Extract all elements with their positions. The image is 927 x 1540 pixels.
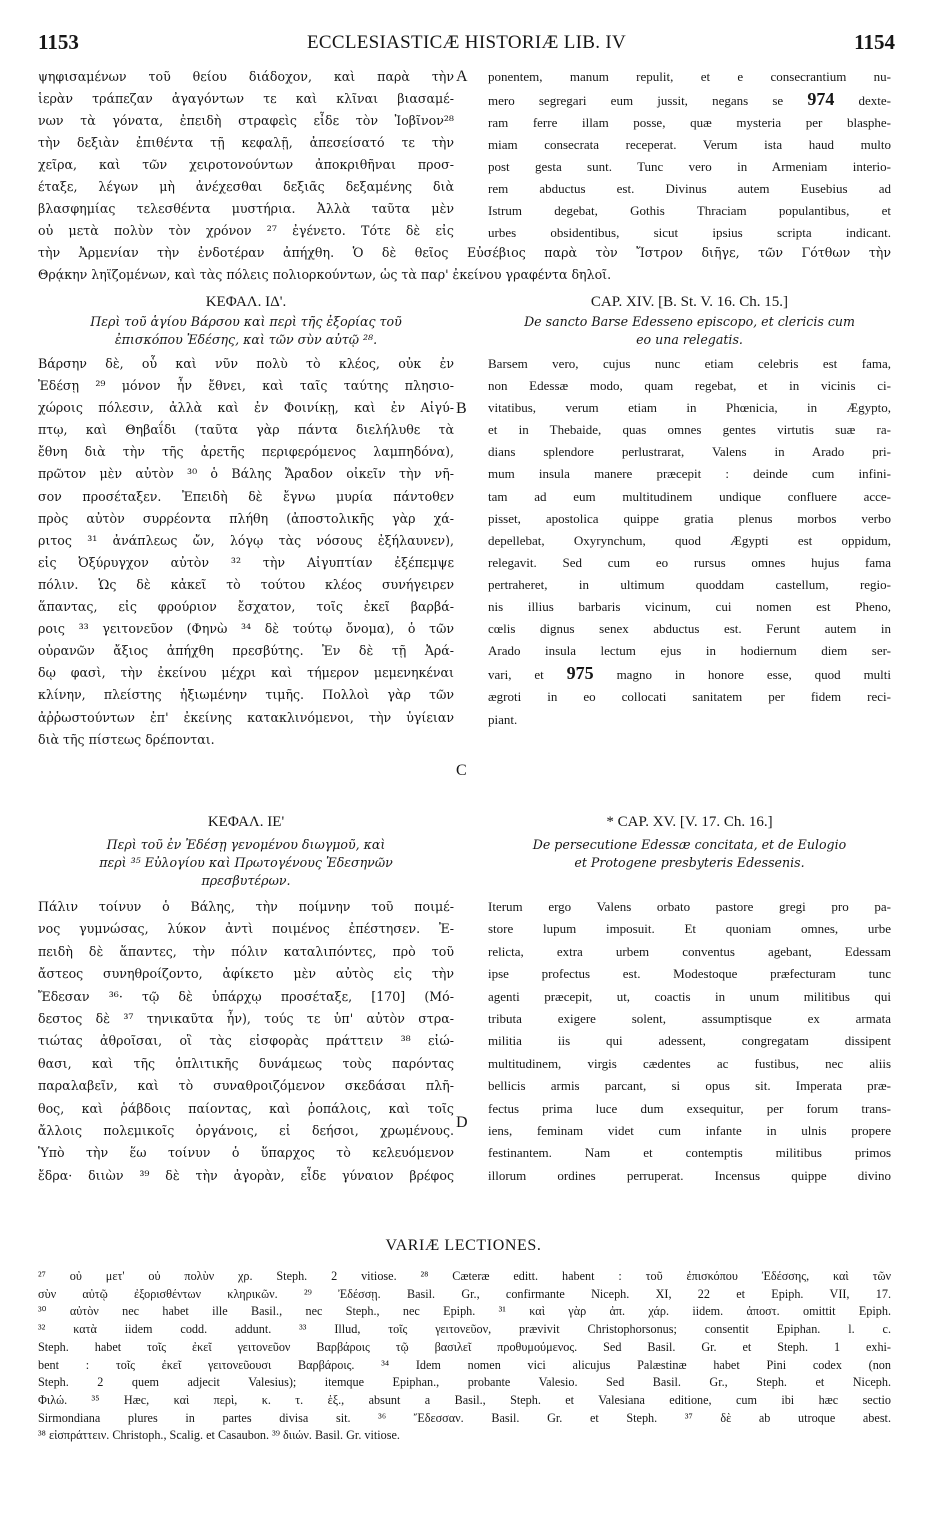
greek-line: δῳ φασὶ, τὴν ἐκείνου μέχρι καὶ τήμερον μεμενηκέναι: [38, 665, 454, 681]
full-width-greek: [38, 242, 891, 286]
latin-line: militia iis qui adessent, congregatam dissipent: [488, 1033, 891, 1049]
greek-line: παραλαβεῖν, καὶ τὸ συναθροιζόμενον σκεδάσαι πλῆ-: [38, 1078, 454, 1094]
greek-line: πρῶτον μὲν αὐτὸν ³⁰ ὁ Βάλης Ἄραδον οἰκεῖν τὴν νῆ-: [38, 466, 454, 482]
latin-line: iens, feminam videt cum infante in ulnis propere: [488, 1123, 891, 1139]
latin-line: piant.: [488, 711, 518, 727]
greek-line: σον προσέταξεν. Ἐπειδὴ δὲ ἔγνω μυρία πάντοθεν: [38, 488, 454, 504]
latin-chapter-15-heading: * CAP. XV. [V. 17. Ch. 16.]: [606, 814, 773, 830]
latin-line: [488, 662, 891, 686]
latin-line: illorum ordines perruperat. Incensus quippe divino: [488, 1167, 891, 1183]
latin-line: miam consecrata receperat. Verum ista haud multo: [488, 137, 891, 152]
greek-line: Θρᾴκην ληϊζομένων, καὶ τὰς πόλεις πολιορκούντων, ὡς τὰ παρ' ἐκείνου γραφέντα δηλοῖ.: [38, 267, 612, 282]
margin-letter-b: B: [456, 400, 467, 417]
greek-line: οὐρανῶν ἄξιος ἀπήχθη πρεσβύτης. Ἐν δὲ τῇ Ἀρά-: [38, 643, 454, 659]
greek-line: πόλιν. Ὡς δὲ κἀκεῖ τὸ τούτου κλέος συνήγειρεν: [38, 576, 454, 592]
column-number-974: 974: [807, 89, 835, 109]
greek-chapter-15-heading: ΚΕΦΑΛ. ΙΕ': [207, 814, 285, 830]
latin-line: mum insula manere præcepit : deinde cum infini-: [488, 466, 891, 482]
latin-line: ægroti in eo collocati sanitatem per fidem reci-: [488, 689, 891, 705]
greek-line: ροις ³³ γειτονεῦον (Φηνὼ ³⁴ δὲ τούτῳ ὄνομα), ὁ τῶν: [38, 621, 454, 637]
footnote-line: bent : τοῖς ἐκεῖ γειτονεῦουσι Βαρβάροις. ³⁴ Idem nomen vici alicujus Palæstinæ habet Pini codex (non: [38, 1357, 891, 1372]
greek-line: εἰς Ὀξύρυγχον αὐτὸν ³² τὴν Αἰγυπτίαν ἐξέπεμψε: [38, 554, 454, 570]
footnote-line: ³² κατὰ iidem codd. addunt. ³³ Illud, τοῖς γειτονεῦον, prævivit Christophorsonus; consentit Epiphan. l. c.: [38, 1322, 891, 1337]
latin-line: relegavit. Sed cum eo rursus omnes hujus fama: [488, 554, 891, 570]
subtitle-line: πρεσβυτέρων.: [201, 873, 291, 888]
greek-line: ψηφισαμένων τοῦ θείου διάδοχον, καὶ παρὰ τὴν: [38, 69, 454, 84]
latin-line: pertraheret, in ultimum quoddam castellum, regio-: [488, 576, 891, 592]
greek-chapter-14-subtitle: [38, 313, 454, 349]
latin-column-ch14: [488, 353, 891, 731]
latin-line: store lupum imposuit. Et quoniam omnes, urbe: [488, 921, 891, 937]
footnote-line: Sirmondiana plures in partes divisa sit. ³⁶ Ἔδεσσαν. Basil. Gr. et Steph. ³⁷ δὲ ab utroque abest.: [38, 1410, 891, 1425]
running-header: [38, 30, 895, 56]
greek-line: χεῖρα, καὶ τῶν χειροτονούντων ἀποκριθῆναι προσ-: [38, 157, 454, 172]
greek-column-ch15: [38, 896, 454, 1187]
subtitle-line: Περὶ τοῦ ἐν Ἐδέσῃ γενομένου διωγμοῦ, καὶ: [106, 837, 386, 852]
latin-line: dians splendore perlustrarat, Valens in Arado pri-: [488, 444, 891, 460]
greek-line: ἀῤῥωστούντων ἐπ' ἐκείνης κατακλινόμενοι, τὴν ὑγίειαν: [38, 709, 454, 725]
latin-column-ch15: [488, 896, 891, 1187]
greek-line: έταξε, λέγων μὴ ἀνέχεσθαι δεξιᾶς δεξαμένης διὰ: [38, 179, 454, 194]
latin-line: bellicis armis parcant, si opus sit. Imperata præ-: [488, 1078, 891, 1094]
greek-line: οὐ μετὰ πολὺν τὸν χρόνον ²⁷ ἐγένετο. Τότε δὲ εἰς: [38, 223, 454, 238]
footnote-line: Φιλώ. ³⁵ Hæc, καὶ περὶ, κ. τ. ἑξ., absunt a Basil., Steph. et Valesiana editione, cum ibi hæc sectio: [38, 1392, 891, 1407]
greek-line: ἔθνη διὰ τὴν τῆς ἀρετῆς περιφερόμενος λαμπηδόνα),: [38, 444, 454, 460]
column-number-975: 975: [566, 663, 594, 684]
footnote-line: ²⁷ οὐ μετ' οὐ πολὺν χρ. Steph. 2 vitiose. ²⁸ Cæteræ editt. habent : τοῦ ἐπισκόπου Ἐδέσσης, καὶ τῶν: [38, 1269, 891, 1283]
latin-line: urbes obsidentibus, sicut ipsius scripta indicant.: [488, 225, 891, 240]
greek-column-ch14: [38, 353, 454, 751]
latin-line: relicta, extra urbem conventus agebant, Edessam: [488, 943, 891, 959]
greek-line: ἔδρα· διιὼν ³⁹ δὲ τὴν ἀγορὰν, εἶδε γύναιον βρέφος: [38, 1167, 454, 1183]
latin-line: et in Thebaide, quas omnes gentes virtutis suæ ra-: [488, 422, 891, 438]
latin-line: Istrum degebat, Gothis Thraciam populantibus, et: [488, 203, 891, 218]
variae-lectiones-heading: VARIÆ LECTIONES.: [385, 1237, 542, 1254]
subtitle-line: Περὶ τοῦ ἁγίου Βάρσου καὶ περὶ τῆς ἐξορίας τοῦ: [90, 314, 402, 329]
greek-line: θος, καὶ ῥάβδοις παίοντας, καὶ ῥοπάλοις, καὶ τοῖς: [38, 1100, 454, 1116]
latin-line: ponentem, manum repulit, et e consecrantium nu-: [488, 69, 891, 84]
greek-line: Ὑπὸ τὴν ἕω τοίνυν ὁ ὕπαρχος τὸ κελευόμενον: [38, 1145, 454, 1161]
latin-line: tributa exigere solent, assumptisque ex armata: [488, 1011, 891, 1027]
latin-line: vitatibus, verum etiam in Phœnicia, in Ægypto,: [488, 400, 891, 416]
greek-line: θασι, καὶ τῆς ὁπλιτικῆς δυνάμεως τοὺς παρόντας: [38, 1055, 454, 1071]
latin-line: agenti præcepit, ut, coactis in unum militibus qui: [488, 988, 891, 1004]
margin-letter-a: A: [456, 68, 468, 85]
footnote-line: ³⁸ εἰσπράττειν. Christoph., Scalig. et Casaubon. ³⁹ διιών. Basil. Gr. vitiose.: [38, 1428, 400, 1443]
subtitle-line: De persecutione Edessæ concitata, et de Eulogio: [532, 837, 847, 852]
greek-line: ἄστεος συνηθροίζοντο, ἀφίκετο μὲν αὐτὸς εἰς τὴν: [38, 966, 454, 982]
footnote-line: Steph. 2 quem adjecit Valesius); itemque Epiphan., probante Valesio. Sed Basil. Gr., Steph. et Niceph.: [38, 1375, 891, 1390]
latin-line-text: dexte-: [858, 93, 891, 108]
latin-line: pisset, apostolica quippe gratia plenus morbos verbo: [488, 510, 891, 526]
latin-column-top: [488, 66, 891, 244]
greek-line: πειδὴ δὲ ἅπαντες, τὴν πόλιν καταλιπόντες, πρὸ τοῦ: [38, 943, 454, 959]
latin-chapter-15-subtitle: [488, 836, 891, 872]
greek-line: νος γυμνώσας, λύκον ἀντὶ ποιμένος ἐπέστησεν. Ἐ-: [38, 921, 454, 937]
greek-line: ἱερὰν τράπεζαν ἀγαγόντων τε καὶ κλῖναι βιασαμέ-: [38, 91, 454, 106]
subtitle-line: et Protogene presbyteris Edessenis.: [574, 855, 805, 870]
greek-line: νων τὰ γόνατα, ἐπειδὴ στραφεὶς εἶδε τὸν Ἰοβῖνον²⁸: [38, 113, 454, 128]
latin-line: multitudinem, virgis cædentes ac fustibus, nec aliis: [488, 1055, 891, 1071]
margin-letter-d: D: [456, 1114, 468, 1131]
page-number-left: 1153: [38, 30, 79, 54]
greek-line: Βάρσην δὲ, οὗ καὶ νῦν πολὺ τὸ κλέος, οὐκ ἐν: [38, 356, 454, 371]
greek-line: δεστος δὲ ³⁷ τηνικαῦτα ἦν), τούς τε ὑπ' αὐτὸν στρα-: [38, 1011, 454, 1027]
footnote-line: σὺν αὐτῷ ἐξορισθέντων κληρικῶν. ²⁹ Ἐδέσσῃ. Basil. Gr., confirmante Niceph. XI, 22 et Epiph. VII, 17.: [38, 1286, 891, 1301]
greek-line: ἄλλοις πολεμικοῖς ὀργάνοις, εἰ δεήσοι, χρωμένους.: [38, 1123, 454, 1139]
greek-line: τὴν δεξιὰν ἐπιθέντα τῇ κεφαλῇ, ἀπεσείσατό τε τὴν: [38, 135, 454, 150]
latin-line-text: vari, et: [488, 667, 544, 683]
greek-line: ἅπαντας, εἰς φρούριον ἔσχατον, τοῖς ἐκεῖ βαρβά-: [38, 599, 454, 615]
greek-line: πτῳ, καὶ Θηβαΐδι (ταῦτα γὰρ πάντα διελήλυθε τὰ: [38, 422, 454, 438]
greek-line: Ἐδέσῃ ²⁹ μόνον ἦν ἔθνει, καὶ ταῖς ταύτης πλησιο-: [38, 378, 454, 394]
subtitle-line: περὶ ³⁵ Εὐλογίου καὶ Πρωτογένους Ἐδεσηνῶν: [99, 855, 393, 870]
latin-line: Iterum ergo Valens orbato pastore gregi pro pa-: [488, 899, 891, 914]
greek-line: πρὸς αὐτὸν συρρέοντα πλήθη (ἀποστολικῆς γὰρ χά-: [38, 510, 454, 526]
latin-line: nis illius barbaris vicinum, cui nomen est Pheno,: [488, 599, 891, 615]
greek-line: Πάλιν τοίνυν ὁ Βάλης, τὴν ποίμνην τοῦ ποιμέ-: [38, 899, 454, 914]
greek-chapter-15-subtitle: [38, 836, 454, 890]
latin-chapter-14-heading: CAP. XIV. [B. St. V. 16. Ch. 15.]: [590, 294, 789, 310]
greek-line: Ἔδεσαν ³⁶· τῷ δὲ ὑπάρχῳ προσέταξε, [170] (Μό-: [38, 988, 454, 1004]
greek-line: χώροις πόλεσιν, ἀλλὰ καὶ ἐν Φοινίκῃ, καὶ ἐν Αἰγύ-: [38, 400, 454, 416]
latin-line: tam ad eum multitudinem undique confluere acce-: [488, 488, 891, 504]
latin-line: post gesta sunt. Tunc vero in Armeniam interio-: [488, 159, 891, 174]
subtitle-line: eo una relegatis.: [636, 332, 743, 347]
greek-line: διὰ τῆς πίστεως δρέπονται.: [38, 731, 215, 747]
latin-line: ram ferre illam posse, quæ mysteria per blasphe-: [488, 115, 891, 130]
latin-line: fectus prima luce dum exsequitur, per forum trans-: [488, 1100, 891, 1116]
greek-line: τὴν Ἀρμενίαν τὴν ἐνδοτέραν ἀπήχθη. Ὁ δὲ θεῖος Εὐσέβιος παρὰ τὸν Ἴστρον διῆγε, τῶν Γότθων τὴν: [38, 245, 891, 260]
footnote-line: Steph. habet τοῖς ἐκεῖ γειτονεῦον Βαρβάροις τῷ βασιλεῖ προθυμούμενος. Sed Basil. Gr. et Steph. 1 exhi-: [38, 1339, 891, 1354]
latin-line-text: mero segregari eum jussit, negans se: [488, 93, 784, 108]
latin-line: Barsem vero, cujus nunc etiam celebris est fama,: [488, 356, 891, 371]
greek-line: κλίνην, πλείστης ἠξιωμένην τιμῆς. Πολλοὶ γὰρ τῶν: [38, 687, 454, 703]
latin-line-text: magno in honore esse, quod multi: [616, 667, 891, 683]
footnote-line: ³⁰ αὐτὸν nec habet ille Basil., nec Steph., nec Epiph. ³¹ καὶ γὰρ ἀπ. χάρ. iidem. ἀποστ. omittit Epiph.: [38, 1304, 891, 1319]
margin-letter-c: C: [456, 762, 467, 779]
latin-chapter-14-subtitle: [488, 313, 891, 349]
latin-line: rem abductus est. Divinus autem Eusebius ad: [488, 181, 891, 196]
latin-line: depellebat, Oxyrynchum, quod Ægypti est oppidum,: [488, 532, 891, 548]
greek-column-top: [38, 66, 454, 242]
page-number-right: 1154: [854, 30, 895, 54]
running-title: ECCLESIASTICÆ HISTORIÆ LIB. IV: [307, 32, 626, 53]
latin-line: cœlis dignus senex abductus est. Ferunt autem in: [488, 621, 891, 637]
greek-line: ριτος ³¹ ἀνάπλεως ὤν, λόγῳ τὰς νόσους ἐξήλαυνεν),: [38, 532, 454, 548]
latin-line: Arado insula lectum ejus in hodiernum diem ser-: [488, 643, 891, 659]
latin-line: ipse profectus est. Modestoque præfecturam tunc: [488, 966, 891, 982]
greek-chapter-14-heading: ΚΕΦΑΛ. ΙΔ'.: [205, 294, 287, 310]
subtitle-line: De sancto Barse Edesseno episcopo, et clericis cum: [524, 314, 855, 329]
subtitle-line: ἐπισκόπου Ἐδέσης, καὶ τῶν σὺν αὐτῷ ²⁸.: [114, 332, 378, 347]
latin-line: festinantem. Nam et contemptis militibus primos: [488, 1145, 891, 1161]
greek-line: βλασφημίας τελεσθέντα μυστήρια. Ἀλλὰ ταῦτα μὲν: [38, 201, 454, 216]
latin-line: non Edessæ modo, quam regebat, et in vicinis ci-: [488, 378, 891, 394]
footnotes: [38, 1268, 891, 1445]
latin-line: [488, 88, 891, 112]
greek-line: τιώτας ἀθροῖσαι, οἳ τὰς εἰσφορὰς πράττειν ³⁸ εἰώ-: [38, 1033, 454, 1049]
